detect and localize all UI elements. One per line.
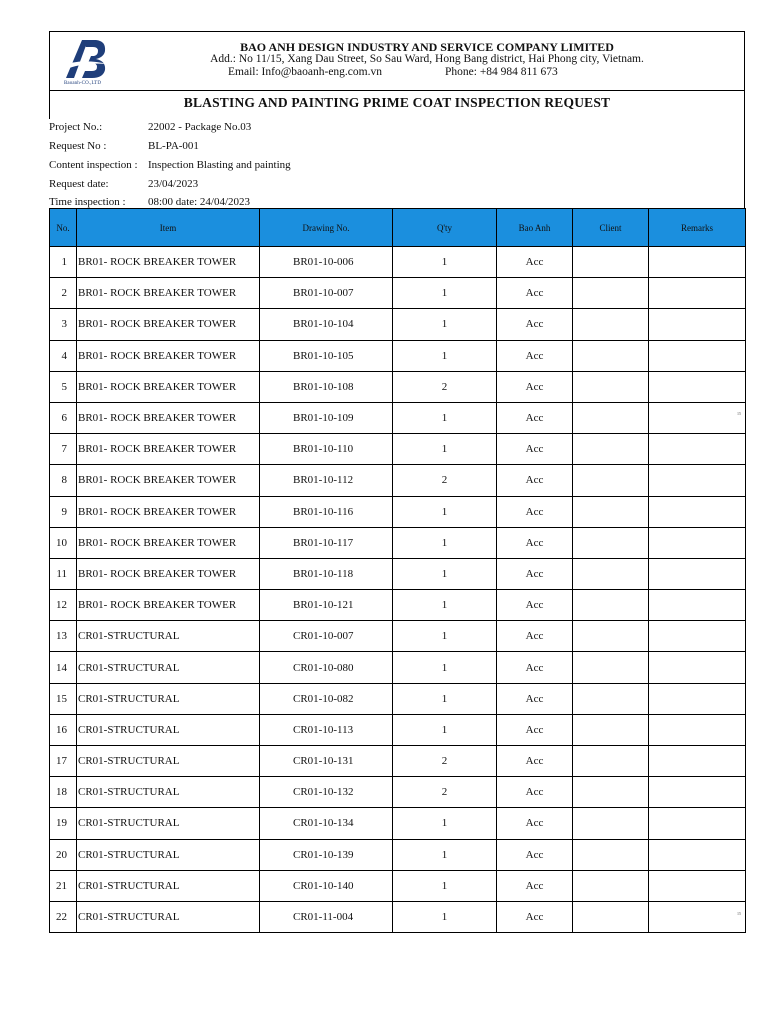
- table-row: [50, 746, 746, 777]
- row-qty: 2: [393, 371, 497, 402]
- row-client: [573, 340, 649, 371]
- row-item: BR01- ROCK BREAKER TOWER: [77, 496, 260, 527]
- margin-mark: 15: [737, 411, 741, 416]
- row-client: [573, 527, 649, 558]
- row-client: [573, 309, 649, 340]
- row-remarks: [649, 465, 746, 496]
- row-no: 20: [50, 839, 77, 870]
- company-phone: Phone: +84 984 811 673: [445, 66, 558, 78]
- row-client: [573, 808, 649, 839]
- row-client: [573, 278, 649, 309]
- margin-mark: 15: [737, 911, 741, 916]
- row-remarks: [649, 901, 746, 932]
- row-qty: 1: [393, 278, 497, 309]
- row-no: 9: [50, 496, 77, 527]
- row-client: [573, 558, 649, 589]
- row-item: CR01-STRUCTURAL: [77, 901, 260, 932]
- row-client: [573, 621, 649, 652]
- bao-anh-logo-icon: [52, 34, 112, 82]
- col-header-no: No.: [50, 209, 77, 247]
- row-remarks: [649, 746, 746, 777]
- row-remarks: [649, 527, 746, 558]
- row-no: 10: [50, 527, 77, 558]
- row-drawing: CR01-10-007: [260, 621, 393, 652]
- row-client: [573, 371, 649, 402]
- col-header-qty: Q'ty: [393, 209, 497, 247]
- row-item: BR01- ROCK BREAKER TOWER: [77, 590, 260, 621]
- row-remarks: [649, 621, 746, 652]
- row-drawing: CR01-10-131: [260, 746, 393, 777]
- row-no: 14: [50, 652, 77, 683]
- row-remarks: [649, 340, 746, 371]
- row-item: BR01- ROCK BREAKER TOWER: [77, 340, 260, 371]
- table-header-row: [50, 209, 746, 247]
- row-drawing: BR01-10-007: [260, 278, 393, 309]
- row-item: BR01- ROCK BREAKER TOWER: [77, 527, 260, 558]
- row-drawing: BR01-10-006: [260, 247, 393, 278]
- row-item: CR01-STRUCTURAL: [77, 714, 260, 745]
- row-item: CR01-STRUCTURAL: [77, 808, 260, 839]
- request-info: [49, 119, 745, 208]
- row-bao-anh: Acc: [497, 777, 573, 808]
- row-no: 11: [50, 558, 77, 589]
- row-item: BR01- ROCK BREAKER TOWER: [77, 558, 260, 589]
- row-no: 13: [50, 621, 77, 652]
- row-drawing: CR01-10-139: [260, 839, 393, 870]
- row-remarks: [649, 652, 746, 683]
- row-bao-anh: Acc: [497, 402, 573, 433]
- row-bao-anh: Acc: [497, 746, 573, 777]
- row-no: 5: [50, 371, 77, 402]
- row-no: 3: [50, 309, 77, 340]
- row-client: [573, 870, 649, 901]
- row-no: 4: [50, 340, 77, 371]
- row-no: 8: [50, 465, 77, 496]
- row-drawing: BR01-10-110: [260, 434, 393, 465]
- content-value: Inspection Blasting and painting: [148, 158, 291, 171]
- row-qty: 1: [393, 434, 497, 465]
- row-remarks: [649, 371, 746, 402]
- company-header: [49, 31, 745, 91]
- row-qty: 1: [393, 402, 497, 433]
- project-value: 22002 - Package No.03: [148, 121, 252, 133]
- row-qty: 1: [393, 558, 497, 589]
- table-row: [50, 247, 746, 278]
- row-drawing: BR01-10-104: [260, 309, 393, 340]
- row-item: CR01-STRUCTURAL: [77, 621, 260, 652]
- row-remarks: [649, 309, 746, 340]
- request-value: BL-PA-001: [148, 139, 199, 152]
- row-item: CR01-STRUCTURAL: [77, 746, 260, 777]
- row-bao-anh: Acc: [497, 870, 573, 901]
- row-remarks: [649, 247, 746, 278]
- row-bao-anh: Acc: [497, 371, 573, 402]
- request-label: Request No :: [49, 139, 107, 152]
- row-item: CR01-STRUCTURAL: [77, 652, 260, 683]
- table-row: [50, 402, 746, 433]
- row-no: 1: [50, 247, 77, 278]
- row-bao-anh: Acc: [497, 683, 573, 714]
- row-bao-anh: Acc: [497, 496, 573, 527]
- company-logo: [52, 34, 112, 88]
- row-item: CR01-STRUCTURAL: [77, 839, 260, 870]
- row-drawing: BR01-10-109: [260, 402, 393, 433]
- row-qty: 1: [393, 527, 497, 558]
- row-bao-anh: Acc: [497, 621, 573, 652]
- row-qty: 1: [393, 714, 497, 745]
- table-row: [50, 278, 746, 309]
- company-email: Email: Info@baoanh-eng.com.vn: [228, 66, 382, 78]
- table-row: [50, 839, 746, 870]
- row-drawing: BR01-10-105: [260, 340, 393, 371]
- project-label: Project No.:: [49, 121, 103, 133]
- row-client: [573, 777, 649, 808]
- row-remarks: [649, 590, 746, 621]
- row-no: 21: [50, 870, 77, 901]
- row-qty: 2: [393, 465, 497, 496]
- col-header-drawing: Drawing No.: [260, 209, 393, 247]
- table-row: [50, 590, 746, 621]
- row-qty: 1: [393, 808, 497, 839]
- row-client: [573, 590, 649, 621]
- table-row: [50, 714, 746, 745]
- row-bao-anh: Acc: [497, 590, 573, 621]
- row-qty: 1: [393, 870, 497, 901]
- row-remarks: [649, 870, 746, 901]
- row-bao-anh: Acc: [497, 558, 573, 589]
- row-client: [573, 839, 649, 870]
- table-row: [50, 340, 746, 371]
- row-remarks: [649, 777, 746, 808]
- row-drawing: CR01-10-113: [260, 714, 393, 745]
- page-title: BLASTING AND PAINTING PRIME COAT INSPECTION REQUEST: [49, 91, 745, 119]
- row-item: BR01- ROCK BREAKER TOWER: [77, 278, 260, 309]
- row-client: [573, 247, 649, 278]
- content-label: Content inspection :: [49, 158, 138, 171]
- row-drawing: BR01-10-117: [260, 527, 393, 558]
- row-drawing: BR01-10-118: [260, 558, 393, 589]
- table-row: [50, 434, 746, 465]
- row-bao-anh: Acc: [497, 839, 573, 870]
- row-remarks: [649, 714, 746, 745]
- row-item: BR01- ROCK BREAKER TOWER: [77, 371, 260, 402]
- row-bao-anh: Acc: [497, 808, 573, 839]
- table-row: [50, 901, 746, 932]
- row-remarks: [649, 558, 746, 589]
- col-header-item: Item: [77, 209, 260, 247]
- row-qty: 1: [393, 652, 497, 683]
- row-item: BR01- ROCK BREAKER TOWER: [77, 309, 260, 340]
- row-drawing: BR01-10-116: [260, 496, 393, 527]
- row-qty: 1: [393, 340, 497, 371]
- row-drawing: BR01-10-121: [260, 590, 393, 621]
- row-remarks: [649, 839, 746, 870]
- row-no: 7: [50, 434, 77, 465]
- row-client: [573, 714, 649, 745]
- row-qty: 1: [393, 590, 497, 621]
- row-remarks: [649, 434, 746, 465]
- table-row: [50, 371, 746, 402]
- row-item: BR01- ROCK BREAKER TOWER: [77, 465, 260, 496]
- col-header-client: Client: [573, 209, 649, 247]
- row-item: CR01-STRUCTURAL: [77, 870, 260, 901]
- row-no: 6: [50, 402, 77, 433]
- row-bao-anh: Acc: [497, 527, 573, 558]
- row-qty: 1: [393, 839, 497, 870]
- date-value: 23/04/2023: [148, 177, 199, 190]
- row-no: 16: [50, 714, 77, 745]
- date-label: Request date:: [49, 177, 109, 190]
- row-client: [573, 402, 649, 433]
- row-client: [573, 746, 649, 777]
- row-qty: 1: [393, 621, 497, 652]
- row-bao-anh: Acc: [497, 465, 573, 496]
- table-row: [50, 683, 746, 714]
- table-row: [50, 558, 746, 589]
- row-item: BR01- ROCK BREAKER TOWER: [77, 434, 260, 465]
- row-bao-anh: Acc: [497, 247, 573, 278]
- row-client: [573, 465, 649, 496]
- logo-caption: Baoanh-CO.,LTD: [64, 81, 102, 86]
- row-no: 22: [50, 901, 77, 932]
- row-qty: 1: [393, 901, 497, 932]
- row-item: BR01- ROCK BREAKER TOWER: [77, 247, 260, 278]
- row-qty: 1: [393, 496, 497, 527]
- row-no: 17: [50, 746, 77, 777]
- row-client: [573, 901, 649, 932]
- company-name: BAO ANH DESIGN INDUSTRY AND SERVICE COMPANY LIMITED: [240, 40, 614, 54]
- time-label: Time inspection :: [49, 196, 126, 208]
- row-client: [573, 434, 649, 465]
- row-client: [573, 683, 649, 714]
- row-no: 15: [50, 683, 77, 714]
- row-remarks: [649, 808, 746, 839]
- inspection-request-sheet: [49, 31, 745, 933]
- row-no: 2: [50, 278, 77, 309]
- table-row: [50, 309, 746, 340]
- inspection-table: [49, 208, 746, 933]
- col-header-remarks: Remarks: [649, 209, 746, 247]
- row-bao-anh: Acc: [497, 434, 573, 465]
- row-drawing: CR01-10-082: [260, 683, 393, 714]
- table-row: [50, 870, 746, 901]
- row-drawing: CR01-10-140: [260, 870, 393, 901]
- row-no: 19: [50, 808, 77, 839]
- table-row: [50, 496, 746, 527]
- row-item: CR01-STRUCTURAL: [77, 777, 260, 808]
- row-drawing: CR01-10-134: [260, 808, 393, 839]
- row-remarks: [649, 278, 746, 309]
- table-row: [50, 465, 746, 496]
- row-qty: 2: [393, 777, 497, 808]
- row-no: 18: [50, 777, 77, 808]
- row-bao-anh: Acc: [497, 901, 573, 932]
- table-row: [50, 808, 746, 839]
- row-no: 12: [50, 590, 77, 621]
- row-remarks: [649, 402, 746, 433]
- col-header-bao-anh: Bao Anh: [497, 209, 573, 247]
- time-value: 08:00 date: 24/04/2023: [148, 196, 251, 208]
- row-remarks: [649, 683, 746, 714]
- row-qty: 1: [393, 683, 497, 714]
- row-item: BR01- ROCK BREAKER TOWER: [77, 402, 260, 433]
- table-row: [50, 652, 746, 683]
- table-row: [50, 777, 746, 808]
- row-drawing: BR01-10-108: [260, 371, 393, 402]
- row-bao-anh: Acc: [497, 278, 573, 309]
- row-client: [573, 496, 649, 527]
- row-bao-anh: Acc: [497, 309, 573, 340]
- row-bao-anh: Acc: [497, 340, 573, 371]
- company-address: Add.: No 11/15, Xang Dau Street, So Sau Ward, Hong Bang district, Hai Phong city, Vietnam.: [210, 53, 644, 65]
- row-qty: 1: [393, 247, 497, 278]
- row-item: CR01-STRUCTURAL: [77, 683, 260, 714]
- row-bao-anh: Acc: [497, 714, 573, 745]
- row-drawing: CR01-11-004: [260, 901, 393, 932]
- row-remarks: [649, 496, 746, 527]
- row-qty: 2: [393, 746, 497, 777]
- row-drawing: CR01-10-132: [260, 777, 393, 808]
- table-row: [50, 621, 746, 652]
- row-client: [573, 652, 649, 683]
- table-row: [50, 527, 746, 558]
- row-bao-anh: Acc: [497, 652, 573, 683]
- row-drawing: BR01-10-112: [260, 465, 393, 496]
- row-drawing: CR01-10-080: [260, 652, 393, 683]
- row-qty: 1: [393, 309, 497, 340]
